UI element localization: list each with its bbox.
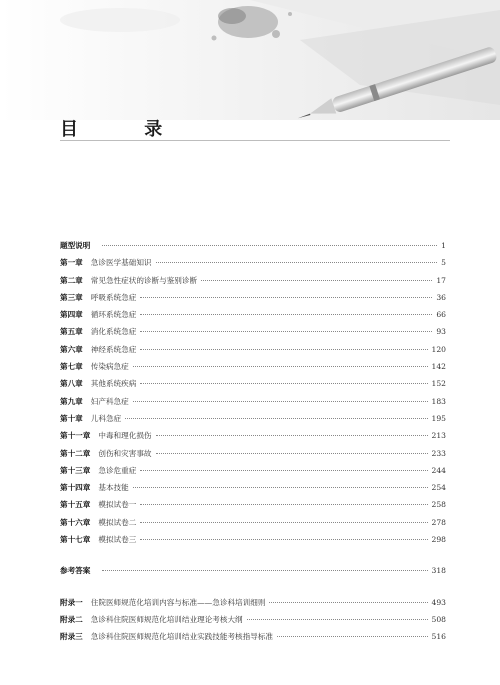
- toc-chapter-label: 第十二章: [60, 448, 91, 458]
- toc-chapter-label: 附录二: [60, 614, 83, 624]
- toc-chapter-label: 第三章: [60, 292, 83, 302]
- toc-title: 常见急性症状的诊断与鉴别诊断: [90, 275, 198, 285]
- toc-title: 模拟试卷一: [98, 500, 137, 510]
- toc-page-number: 516: [431, 632, 446, 642]
- dot-leader: [156, 435, 428, 436]
- toc-chapter-label: 附录一: [60, 597, 83, 607]
- toc-title: 呼吸系统急症: [90, 292, 137, 302]
- toc-title: 创伤和灾害事故: [98, 448, 152, 458]
- toc-title: 住院医师规范化培训内容与标准——急诊科培训细则: [90, 597, 266, 607]
- dot-leader: [102, 570, 427, 571]
- toc-entry[interactable]: [60, 237, 446, 254]
- dot-leader: [156, 262, 438, 263]
- toc-entry[interactable]: [60, 410, 446, 427]
- toc-chapter-label: 第六章: [60, 344, 83, 354]
- toc-page-number: 17: [436, 275, 446, 285]
- toc-entry[interactable]: [60, 289, 446, 306]
- toc-chapter-label: 第十三章: [60, 465, 91, 475]
- toc-page-number: 93: [436, 327, 446, 337]
- toc-chapter-label: 第二章: [60, 275, 83, 285]
- toc-chapter-label: 第十章: [60, 413, 83, 423]
- toc-entry[interactable]: [60, 427, 446, 444]
- toc-entry[interactable]: [60, 445, 446, 462]
- toc-page-number: 120: [431, 344, 446, 354]
- toc-entry[interactable]: [60, 323, 446, 340]
- dot-leader: [133, 487, 428, 488]
- dot-leader: [140, 314, 432, 315]
- toc-entry[interactable]: [60, 341, 446, 358]
- toc-title: 循环系统急症: [90, 310, 137, 320]
- toc-page-number: 493: [431, 597, 446, 607]
- toc-chapter-label: 第十六章: [60, 517, 91, 527]
- toc-title: 急诊科住院医师规范化培训结业实践技能考核指导标准: [90, 632, 274, 642]
- table-of-contents: [60, 237, 446, 646]
- toc-entry[interactable]: [60, 514, 446, 531]
- page-title: 目 录: [60, 119, 193, 140]
- toc-page-number: 1: [441, 241, 446, 250]
- toc-entry[interactable]: [60, 254, 446, 271]
- toc-chapter-label: 第九章: [60, 396, 83, 406]
- toc-page-number: 5: [441, 258, 446, 268]
- toc-entry[interactable]: [60, 479, 446, 496]
- dot-leader: [140, 539, 427, 540]
- toc-chapter-label: 第五章: [60, 327, 83, 337]
- toc-chapter-label: 第十一章: [60, 431, 91, 441]
- toc-title: 消化系统急症: [90, 327, 137, 337]
- toc-title: 传染病急症: [90, 362, 129, 372]
- toc-page-number: 254: [431, 483, 446, 493]
- toc-title: 急诊科住院医师规范化培训结业理论考核大纲: [90, 614, 243, 624]
- toc-entry[interactable]: [60, 594, 446, 611]
- toc-chapter-label: 第七章: [60, 362, 83, 372]
- toc-entry[interactable]: [60, 272, 446, 289]
- header-illustration: [0, 0, 500, 120]
- dot-leader: [140, 331, 432, 332]
- toc-page-number: 508: [431, 614, 446, 624]
- toc-chapter-label: 第四章: [60, 310, 83, 320]
- toc-title: 妇产科急症: [90, 396, 129, 406]
- toc-page-number: 152: [431, 379, 446, 389]
- dot-leader: [140, 470, 427, 471]
- toc-entry[interactable]: [60, 611, 446, 628]
- toc-title: 模拟试卷三: [98, 535, 137, 545]
- toc-chapter-label: 题型说明: [60, 241, 91, 250]
- toc-entry[interactable]: [60, 375, 446, 392]
- toc-chapter-label: 第十四章: [60, 483, 91, 493]
- toc-page-number: 233: [431, 448, 446, 458]
- toc-chapter-label: 第十五章: [60, 500, 91, 510]
- section-gap: [60, 548, 446, 562]
- dot-leader: [140, 349, 427, 350]
- dot-leader: [277, 636, 427, 637]
- toc-entry[interactable]: [60, 496, 446, 513]
- toc-entry[interactable]: [60, 462, 446, 479]
- toc-page-number: 183: [431, 396, 446, 406]
- toc-title: 急诊危重症: [98, 465, 137, 475]
- dot-leader: [201, 280, 432, 281]
- toc-entry[interactable]: [60, 393, 446, 410]
- toc-entry[interactable]: [60, 628, 446, 645]
- dot-leader: [140, 297, 432, 298]
- toc-chapter-label: 参考答案: [60, 566, 91, 576]
- dot-leader: [102, 245, 437, 246]
- title-divider: [60, 140, 450, 141]
- dot-leader: [140, 383, 427, 384]
- dot-leader: [269, 602, 427, 603]
- toc-chapter-label: 第八章: [60, 379, 83, 389]
- toc-entry[interactable]: [60, 306, 446, 323]
- toc-page-number: 213: [431, 431, 446, 441]
- toc-page-number: 258: [431, 500, 446, 510]
- toc-page-number: 244: [431, 465, 446, 475]
- toc-title: 急诊医学基础知识: [90, 258, 152, 268]
- toc-chapter-label: 第一章: [60, 258, 83, 268]
- toc-page-number: 278: [431, 517, 446, 527]
- toc-page-number: 66: [436, 310, 446, 320]
- dot-leader: [133, 401, 428, 402]
- toc-title: 神经系统急症: [90, 344, 137, 354]
- toc-chapter-label: 附录三: [60, 632, 83, 642]
- toc-entry[interactable]: [60, 562, 446, 579]
- toc-page-number: 318: [431, 566, 446, 576]
- toc-title: 基本技能: [98, 483, 129, 493]
- toc-page-number: 195: [431, 413, 446, 423]
- toc-entry[interactable]: [60, 531, 446, 548]
- toc-page-number: 36: [436, 292, 446, 302]
- toc-title: 模拟试卷二: [98, 517, 137, 527]
- dot-leader: [125, 418, 427, 419]
- dot-leader: [247, 619, 428, 620]
- dot-leader: [140, 504, 427, 505]
- toc-entry[interactable]: [60, 358, 446, 375]
- toc-page-number: 142: [431, 362, 446, 372]
- toc-title: 中毒和理化损伤: [98, 431, 152, 441]
- section-gap: [60, 580, 446, 594]
- dot-leader: [140, 522, 427, 523]
- toc-title: 其他系统疾病: [90, 379, 137, 389]
- dot-leader: [133, 366, 428, 367]
- toc-page-number: 298: [431, 535, 446, 545]
- toc-chapter-label: 第十七章: [60, 535, 91, 545]
- dot-leader: [156, 453, 428, 454]
- ink-pen-illustration: [0, 0, 500, 120]
- toc-title: 儿科急症: [90, 413, 122, 423]
